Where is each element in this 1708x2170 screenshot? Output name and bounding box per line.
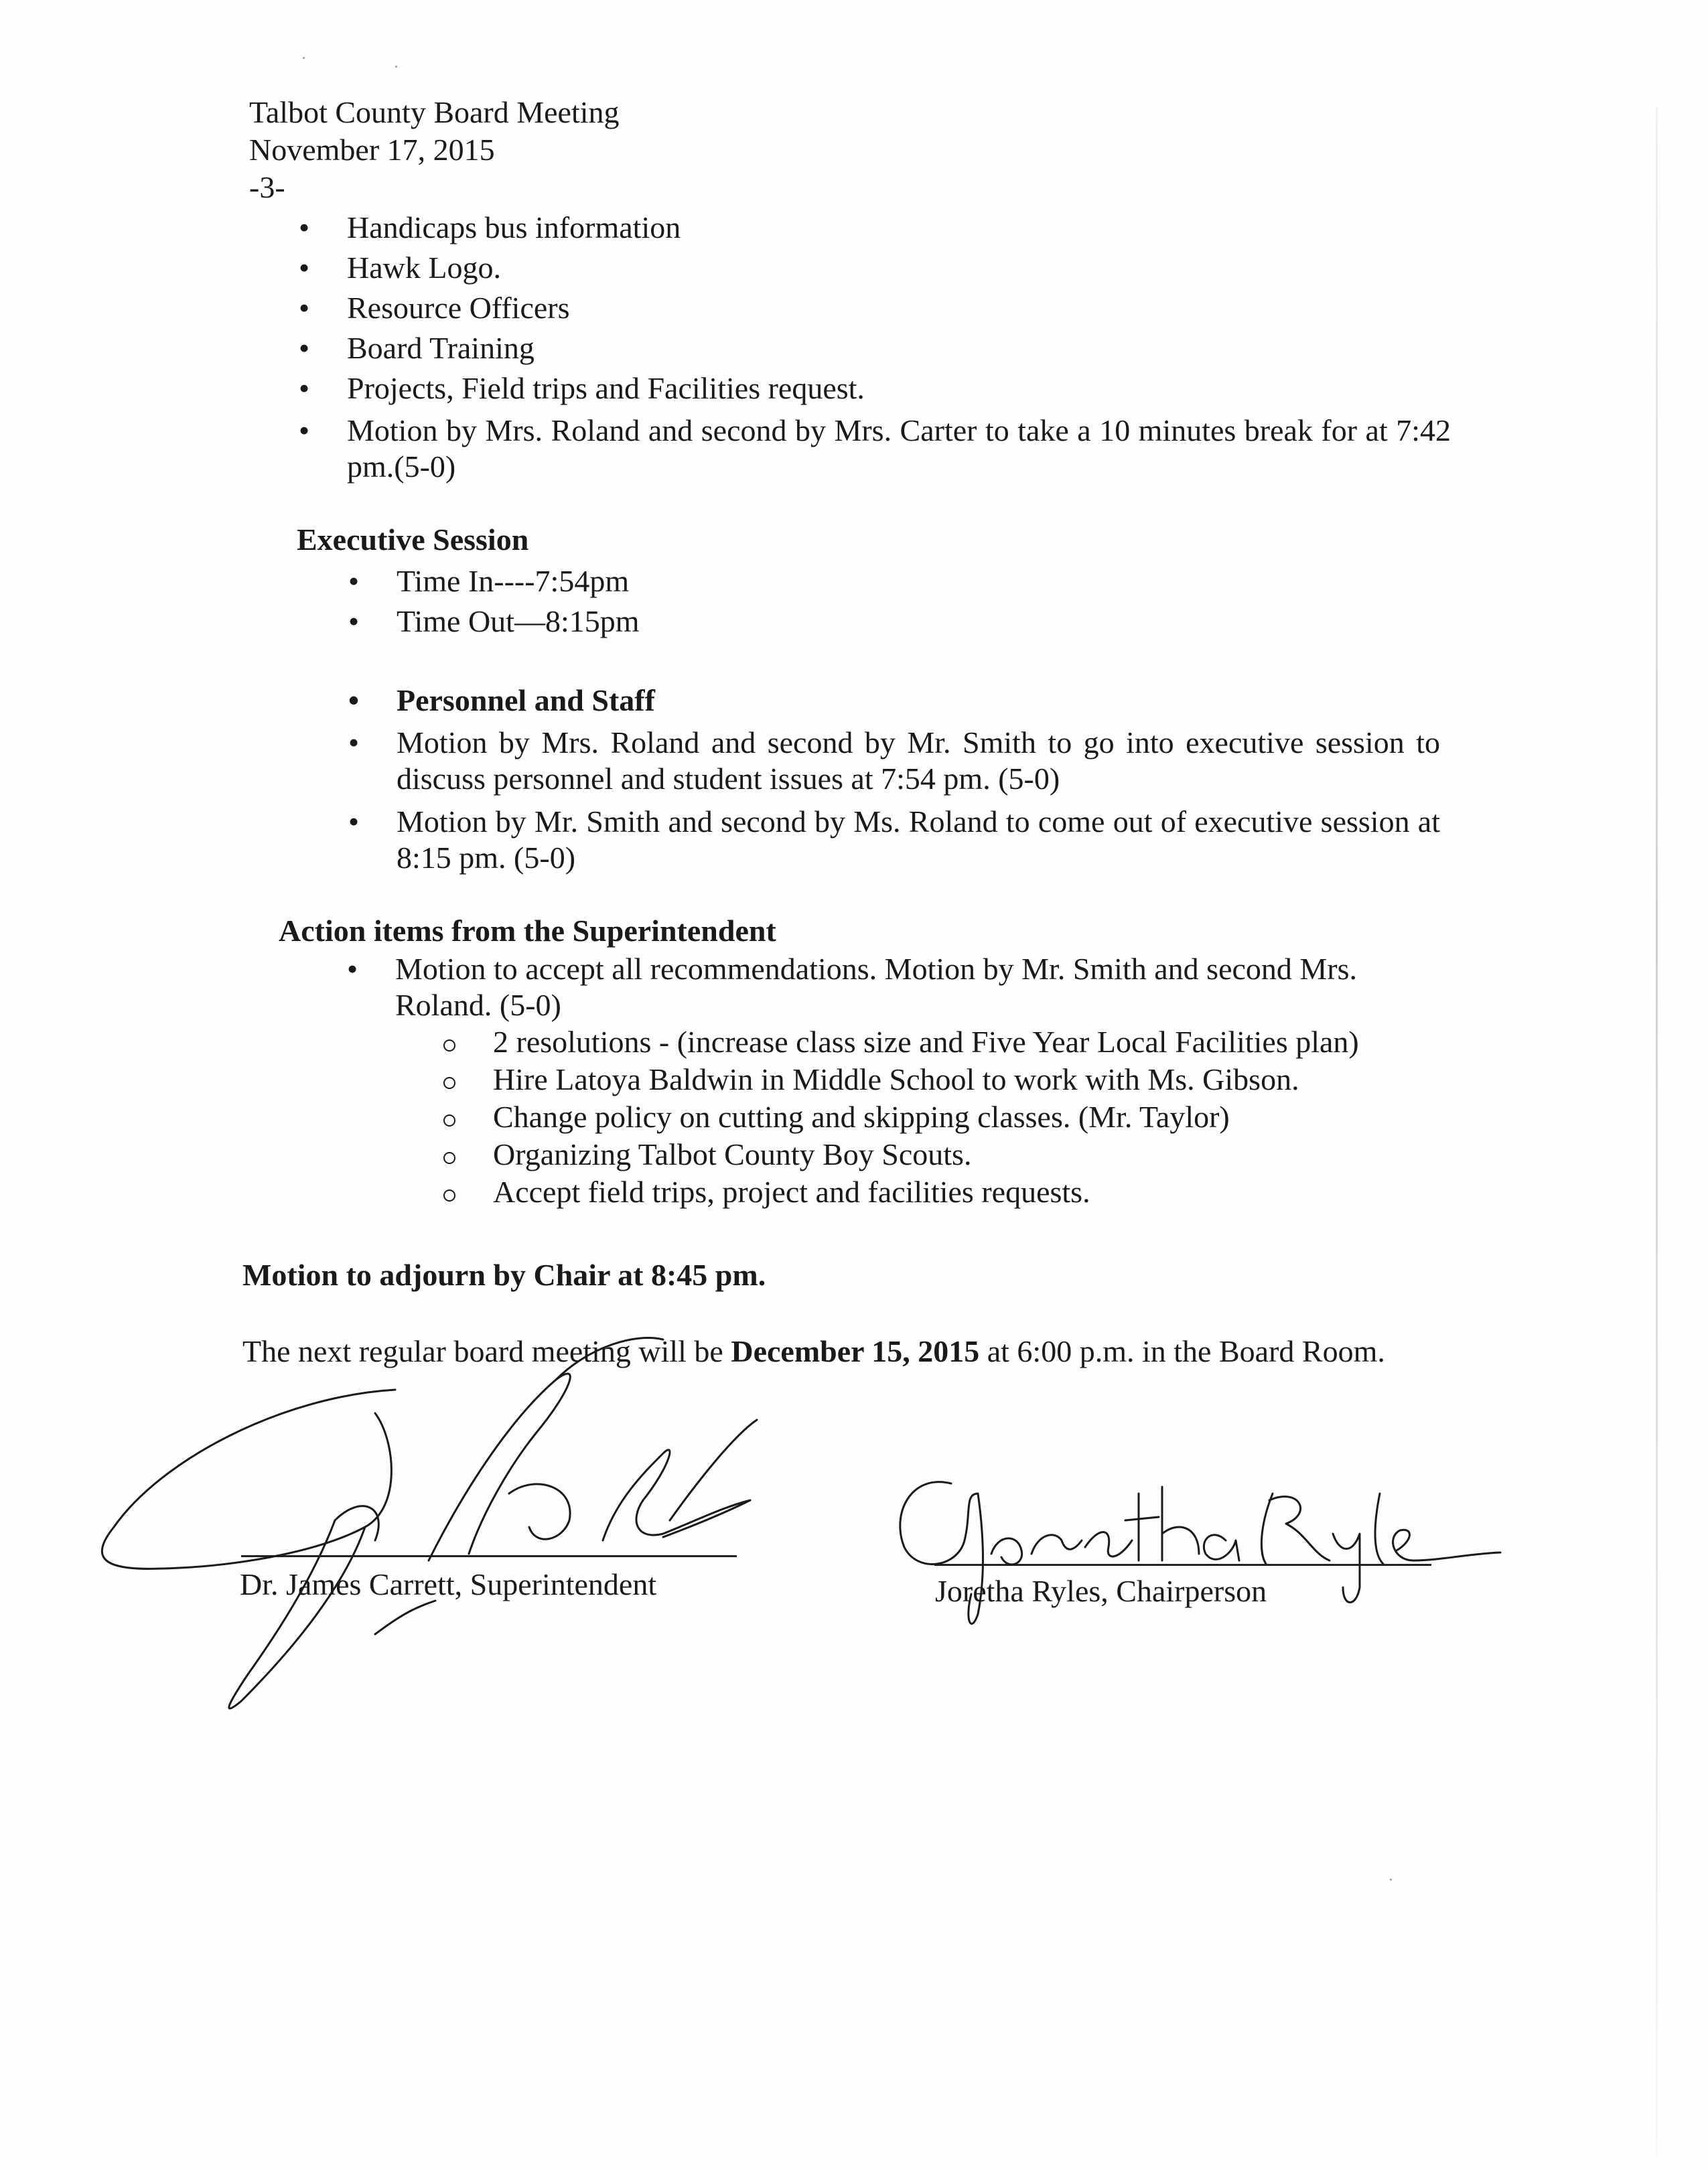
executive-motion: • Motion by Mrs. Roland and second by Mr. Smith to go into executive session to discuss personnel and student issues at 7:54 pm. (5-0) (348, 725, 1440, 797)
chairperson-label: Joretha Ryles, Chairperson (935, 1574, 1267, 1608)
recommendation-item: Accept field trips, project and facilities requests. (443, 1173, 1432, 1211)
time-out: • Time Out—8:15pm (348, 601, 1420, 642)
agenda-item: • Projects, Field trips and Facilities request. (299, 368, 1451, 409)
meeting-date: November 17, 2015 (249, 133, 495, 167)
agenda-item: • Hawk Logo. (299, 248, 1451, 288)
next-meeting-prefix: The next regular board meeting will be (242, 1334, 731, 1368)
recommendation-item: 2 resolutions - (increase class size and Five Year Local Facilities plan) (443, 1023, 1432, 1061)
superintendent-label: Dr. James Carrett, Superintendent (240, 1567, 657, 1601)
executive-session-heading: Executive Session (297, 522, 529, 557)
recommendation-item: Organizing Talbot County Boy Scouts. (443, 1136, 1432, 1173)
next-meeting-suffix: at 6:00 p.m. in the Board Room. (979, 1334, 1385, 1368)
time-in: • Time In----7:54pm (348, 561, 1420, 601)
page-number: -3- (249, 170, 285, 204)
executive-motion: • Motion by Mr. Smith and second by Ms. Roland to come out of executive session at 8:15 pm. (5-0) (348, 804, 1440, 876)
action-items-heading: Action items from the Superintendent (279, 914, 776, 948)
personnel-heading: • Personnel and Staff (348, 680, 1440, 721)
action-motion-text: Motion to accept all recommendations. Motion by Mr. Smith and second Mrs. Roland. (5-0) (395, 952, 1358, 1022)
adjourn-motion: Motion to adjourn by Chair at 8:45 pm. (242, 1258, 766, 1292)
recommendation-item: Change policy on cutting and skipping classes. (Mr. Taylor) (443, 1098, 1432, 1136)
agenda-item: • Board Training (299, 328, 1451, 368)
meeting-title: Talbot County Board Meeting (249, 95, 620, 129)
agenda-item: • Motion by Mrs. Roland and second by Mrs. Carter to take a 10 minutes break for at 7:42 pm.(5-0) (299, 413, 1451, 485)
agenda-item: • Handicaps bus information (299, 208, 1451, 248)
next-meeting-date: December 15, 2015 (731, 1334, 980, 1368)
recommendation-item: Hire Latoya Baldwin in Middle School to work with Ms. Gibson. (443, 1061, 1432, 1098)
agenda-item: • Resource Officers (299, 288, 1451, 328)
